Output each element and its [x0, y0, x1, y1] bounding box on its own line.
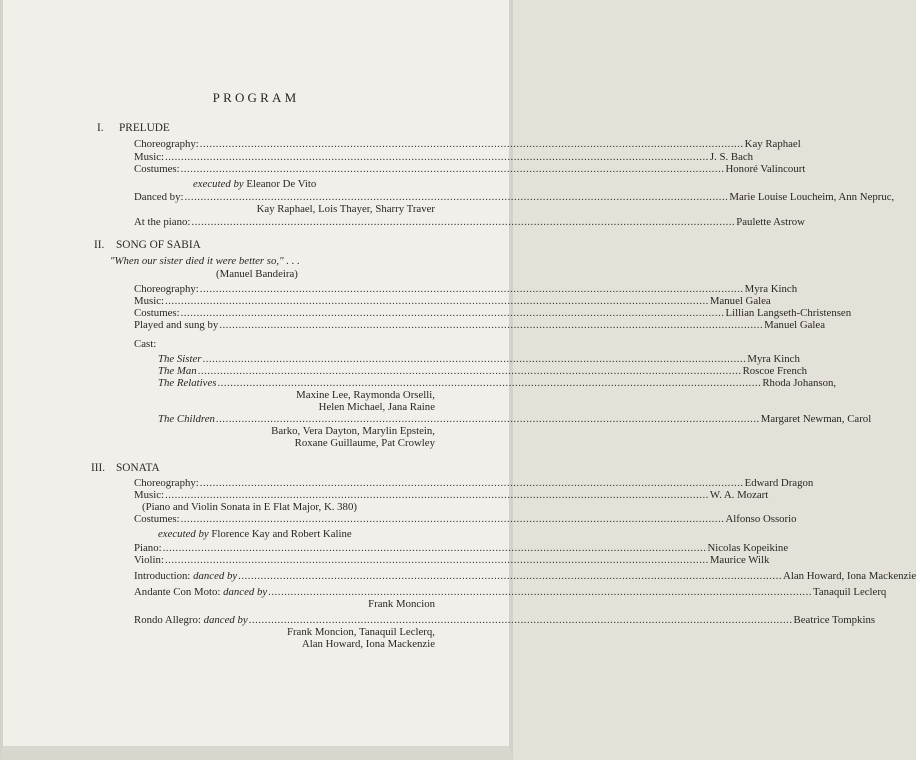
credit-line-choreography: Choreography: .......................................................................................................................................................................... Kay Raphael	[134, 138, 801, 150]
cast-label: Cast:	[134, 338, 157, 350]
cast-line-children: The Children .......................................................................................................................................................................... Margaret Newman, Carol	[158, 413, 872, 425]
section-number: II.	[94, 239, 105, 251]
credit-line-piano: Piano: .......................................................................................................................................................................... Nicolas Kopeikine	[134, 542, 789, 554]
movement-continuation: Frank Moncion	[368, 598, 435, 610]
section-name: SONG OF SABIA	[116, 239, 201, 251]
credit-line-danced-by: Danced by: .......................................................................................................................................................................... Marie Louise Loucheim, Ann Nepruc,	[134, 191, 895, 203]
credit-line-choreography: Choreography: .......................................................................................................................................................................... Edward Dragon	[134, 477, 814, 489]
section-name: PRELUDE	[119, 122, 170, 134]
credit-line-music: Music: .......................................................................................................................................................................... W. A. Mozart	[134, 489, 769, 501]
executed-by-line: executed by Florence Kay and Robert Kaline	[158, 528, 352, 540]
credit-continuation: Kay Raphael, Lois Thayer, Sharry Traver	[256, 203, 435, 215]
epigraph-author: (Manuel Bandeira)	[216, 268, 298, 280]
movement-line-introduction: Introduction: danced by .......................................................................................................................................................................... Alan Howard, Iona Mackenzie	[134, 570, 916, 582]
executed-by-line: executed by Eleanor De Vito	[193, 178, 317, 190]
credit-line-piano: At the piano: .......................................................................................................................................................................... Paulette Astrow	[134, 216, 805, 228]
credit-line-choreography: Choreography: .......................................................................................................................................................................... Myra Kinch	[134, 283, 798, 295]
credit-line-costumes: Costumes: .......................................................................................................................................................................... Lillian Langseth-Christensen	[134, 307, 852, 319]
cast-continuation: Roxane Guillaume, Pat Crowley	[294, 437, 435, 449]
epigraph-quote: "When our sister died it were better so," . . .	[110, 255, 300, 267]
movement-continuation: Frank Moncion, Tanaquil Leclerq,	[286, 626, 435, 638]
page-title: PROGRAM	[212, 90, 300, 105]
music-note: (Piano and Violin Sonata in E Flat Major, K. 380)	[142, 501, 357, 513]
section-number: I.	[97, 122, 104, 134]
movement-continuation: Alan Howard, Iona Mackenzie	[301, 638, 435, 650]
credit-line-music: Music: .......................................................................................................................................................................... Manuel Galea	[134, 295, 771, 307]
credit-line-costumes: Costumes: .......................................................................................................................................................................... Honoré Valincourt	[134, 163, 806, 175]
credit-line-played-and-sung: Played and sung by .......................................................................................................................................................................... Manuel Galea	[134, 319, 826, 331]
cast-line-relatives: The Relatives .......................................................................................................................................................................... Rhoda Johanson,	[158, 377, 837, 389]
section-name: SONATA	[116, 462, 160, 474]
credit-line-violin: Violin: .......................................................................................................................................................................... Maurice Wilk	[134, 554, 770, 566]
movement-line-andante: Andante Con Moto: danced by .......................................................................................................................................................................... Tanaquil Leclerq	[134, 586, 887, 598]
credit-line-costumes: Costumes: .......................................................................................................................................................................... Alfonso Ossorio	[134, 513, 797, 525]
cast-continuation: Maxine Lee, Raymonda Orselli,	[296, 389, 435, 401]
credit-line-music: Music: .......................................................................................................................................................................... J. S. Bach	[134, 151, 754, 163]
cast-continuation: Helen Michael, Jana Raine	[318, 401, 435, 413]
movement-line-rondo: Rondo Allegro: danced by .......................................................................................................................................................................... Beatrice Tompkins	[134, 614, 876, 626]
cast-line-sister: The Sister .......................................................................................................................................................................... Myra Kinch	[158, 353, 800, 365]
cast-line-man: The Man .......................................................................................................................................................................... Roscoe French	[158, 365, 808, 377]
cast-continuation: Barko, Vera Dayton, Marylin Epstein,	[271, 425, 435, 437]
section-number: III.	[91, 462, 106, 474]
